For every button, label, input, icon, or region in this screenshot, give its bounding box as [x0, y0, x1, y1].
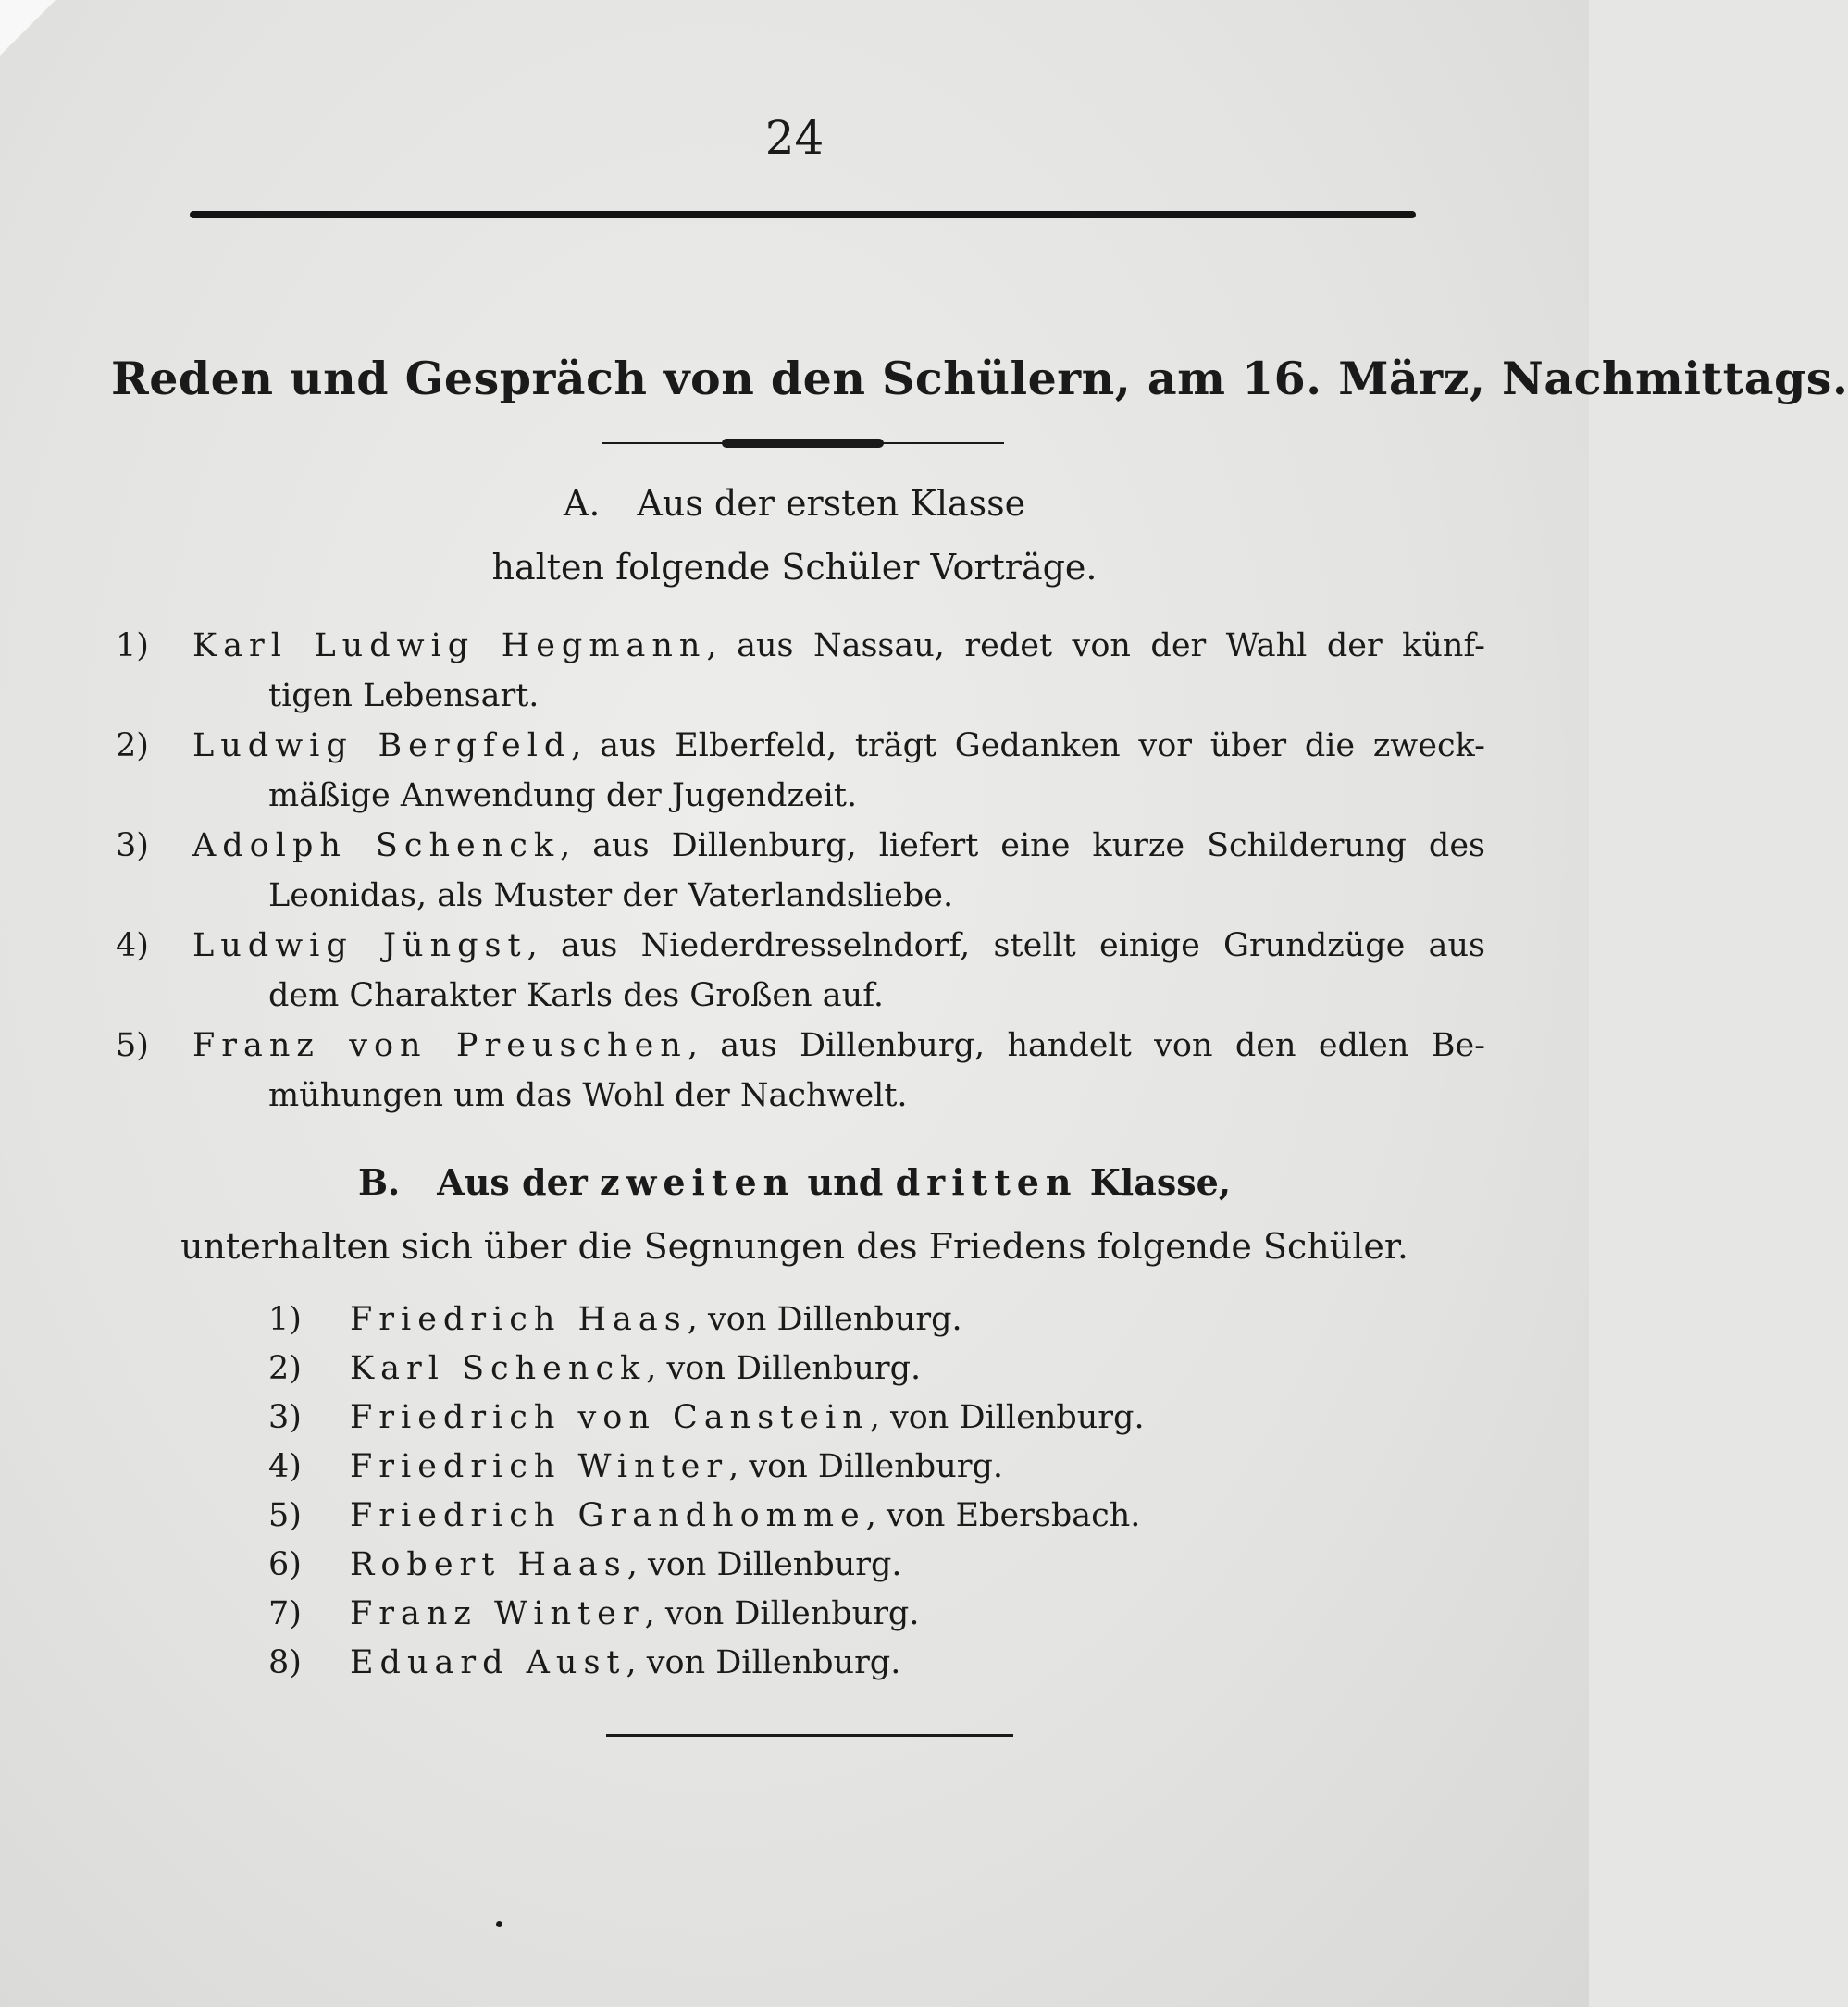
section-a-subtitle: halten folgende Schüler Vorträge.	[491, 547, 1098, 588]
footer-rule	[606, 1734, 1013, 1737]
item-line-2: mäßige Anwendung der Jugendzeit.	[268, 777, 858, 814]
item-number: 3)	[268, 1399, 302, 1436]
student-name: Friedrich Winter	[350, 1448, 729, 1485]
item-line-2: mühungen um das Wohl der Nachwelt.	[268, 1077, 908, 1114]
item-text: , von Dillenburg.	[728, 1448, 1003, 1485]
student-name: Adolph Schenck	[192, 827, 561, 864]
list-item	[268, 1443, 1194, 1492]
list-item	[268, 1295, 1194, 1344]
section-b-subtitle: unterhalten sich über die Segnungen des Friedens folgende Schüler.	[180, 1226, 1408, 1267]
item-number: 8)	[268, 1644, 302, 1681]
item-number: 5)	[116, 1027, 149, 1064]
item-line-1	[192, 821, 1485, 871]
list-item	[268, 1639, 1194, 1688]
student-name: Franz von Preuschen	[192, 1027, 688, 1064]
student-name: Karl Ludwig Hegmann	[192, 627, 707, 664]
item-line-1	[192, 921, 1485, 971]
section-a-title-text: Aus der ersten Klasse	[637, 483, 1026, 524]
item-text: , von Dillenburg.	[687, 1301, 962, 1338]
item-number: 3)	[116, 827, 149, 864]
student-name: Ludwig Jüngst	[192, 927, 527, 964]
item-number: 1)	[116, 627, 149, 664]
item-text: , von Dillenburg.	[626, 1644, 901, 1681]
header-rule	[190, 211, 1416, 218]
section-a-title	[0, 483, 1589, 524]
list-item	[268, 1492, 1194, 1541]
item-text: , aus Niederdresselndorf, stellt einige Grundzüge aus	[527, 927, 1485, 964]
item-number: 5)	[268, 1497, 302, 1534]
student-name: Karl Schenck	[350, 1350, 647, 1387]
item-text: , von Dillenburg.	[644, 1595, 920, 1632]
item-number: 7)	[268, 1595, 302, 1632]
student-name: Franz Winter	[350, 1595, 645, 1632]
list-item	[268, 1541, 1194, 1590]
item-line-1	[192, 1021, 1485, 1071]
item-line-2: tigen Lebensart.	[268, 677, 540, 714]
section-b-title	[0, 1161, 1589, 1203]
item-text: , aus Dillenburg, liefert eine kurze Schilderung des	[560, 827, 1485, 864]
student-name: Friedrich von Canstein	[350, 1399, 870, 1436]
section-b-list	[268, 1295, 1194, 1688]
student-name: Eduard Aust	[350, 1644, 626, 1681]
page-heading: Reden und Gespräch von den Schülern, am 16. März, Nachmittags.	[111, 352, 1848, 405]
item-number: 2)	[116, 727, 149, 764]
ink-mark	[496, 1921, 502, 1927]
section-b-letter: B.	[357, 1161, 401, 1203]
section-b-title-text: Aus der	[437, 1161, 588, 1203]
item-line-1	[192, 621, 1485, 671]
page-number: 24	[764, 111, 825, 165]
item-text: , aus Dillenburg, handelt von den edlen Be-	[687, 1027, 1485, 1064]
student-name: Ludwig Bergfeld	[192, 727, 572, 764]
item-number: 4)	[268, 1448, 302, 1485]
section-b-title-text: zweiten	[600, 1161, 796, 1203]
list-item	[268, 1344, 1194, 1394]
list-item	[268, 1590, 1194, 1639]
section-a-letter: A.	[563, 483, 601, 524]
student-name: Friedrich Grandhomme	[350, 1497, 866, 1534]
item-text: , von Dillenburg.	[626, 1546, 902, 1583]
item-text: , von Ebersbach.	[865, 1497, 1141, 1534]
section-b-title-text: und	[807, 1161, 884, 1203]
item-number: 1)	[268, 1301, 302, 1338]
item-text: , aus Nassau, redet von der Wahl der künf-	[706, 627, 1485, 664]
section-b-title-text: dritten	[895, 1161, 1078, 1203]
item-text: , von Dillenburg.	[869, 1399, 1145, 1436]
item-number: 4)	[116, 927, 149, 964]
item-number: 2)	[268, 1350, 302, 1387]
list-item	[268, 1394, 1194, 1443]
item-line-1	[192, 721, 1485, 771]
item-text: , von Dillenburg.	[646, 1350, 922, 1387]
ornament-divider	[602, 439, 1004, 448]
item-line-2: Leonidas, als Muster der Vaterlandsliebe.	[268, 877, 954, 914]
student-name: Friedrich Haas	[350, 1301, 688, 1338]
section-b-title-text: Klasse,	[1089, 1161, 1232, 1203]
folded-corner	[0, 0, 56, 56]
item-text: , aus Elberfeld, trägt Gedanken vor über die zweck-	[571, 727, 1485, 764]
item-number: 6)	[268, 1546, 302, 1583]
item-line-2: dem Charakter Karls des Großen auf.	[268, 977, 885, 1014]
student-name: Robert Haas	[350, 1546, 627, 1583]
